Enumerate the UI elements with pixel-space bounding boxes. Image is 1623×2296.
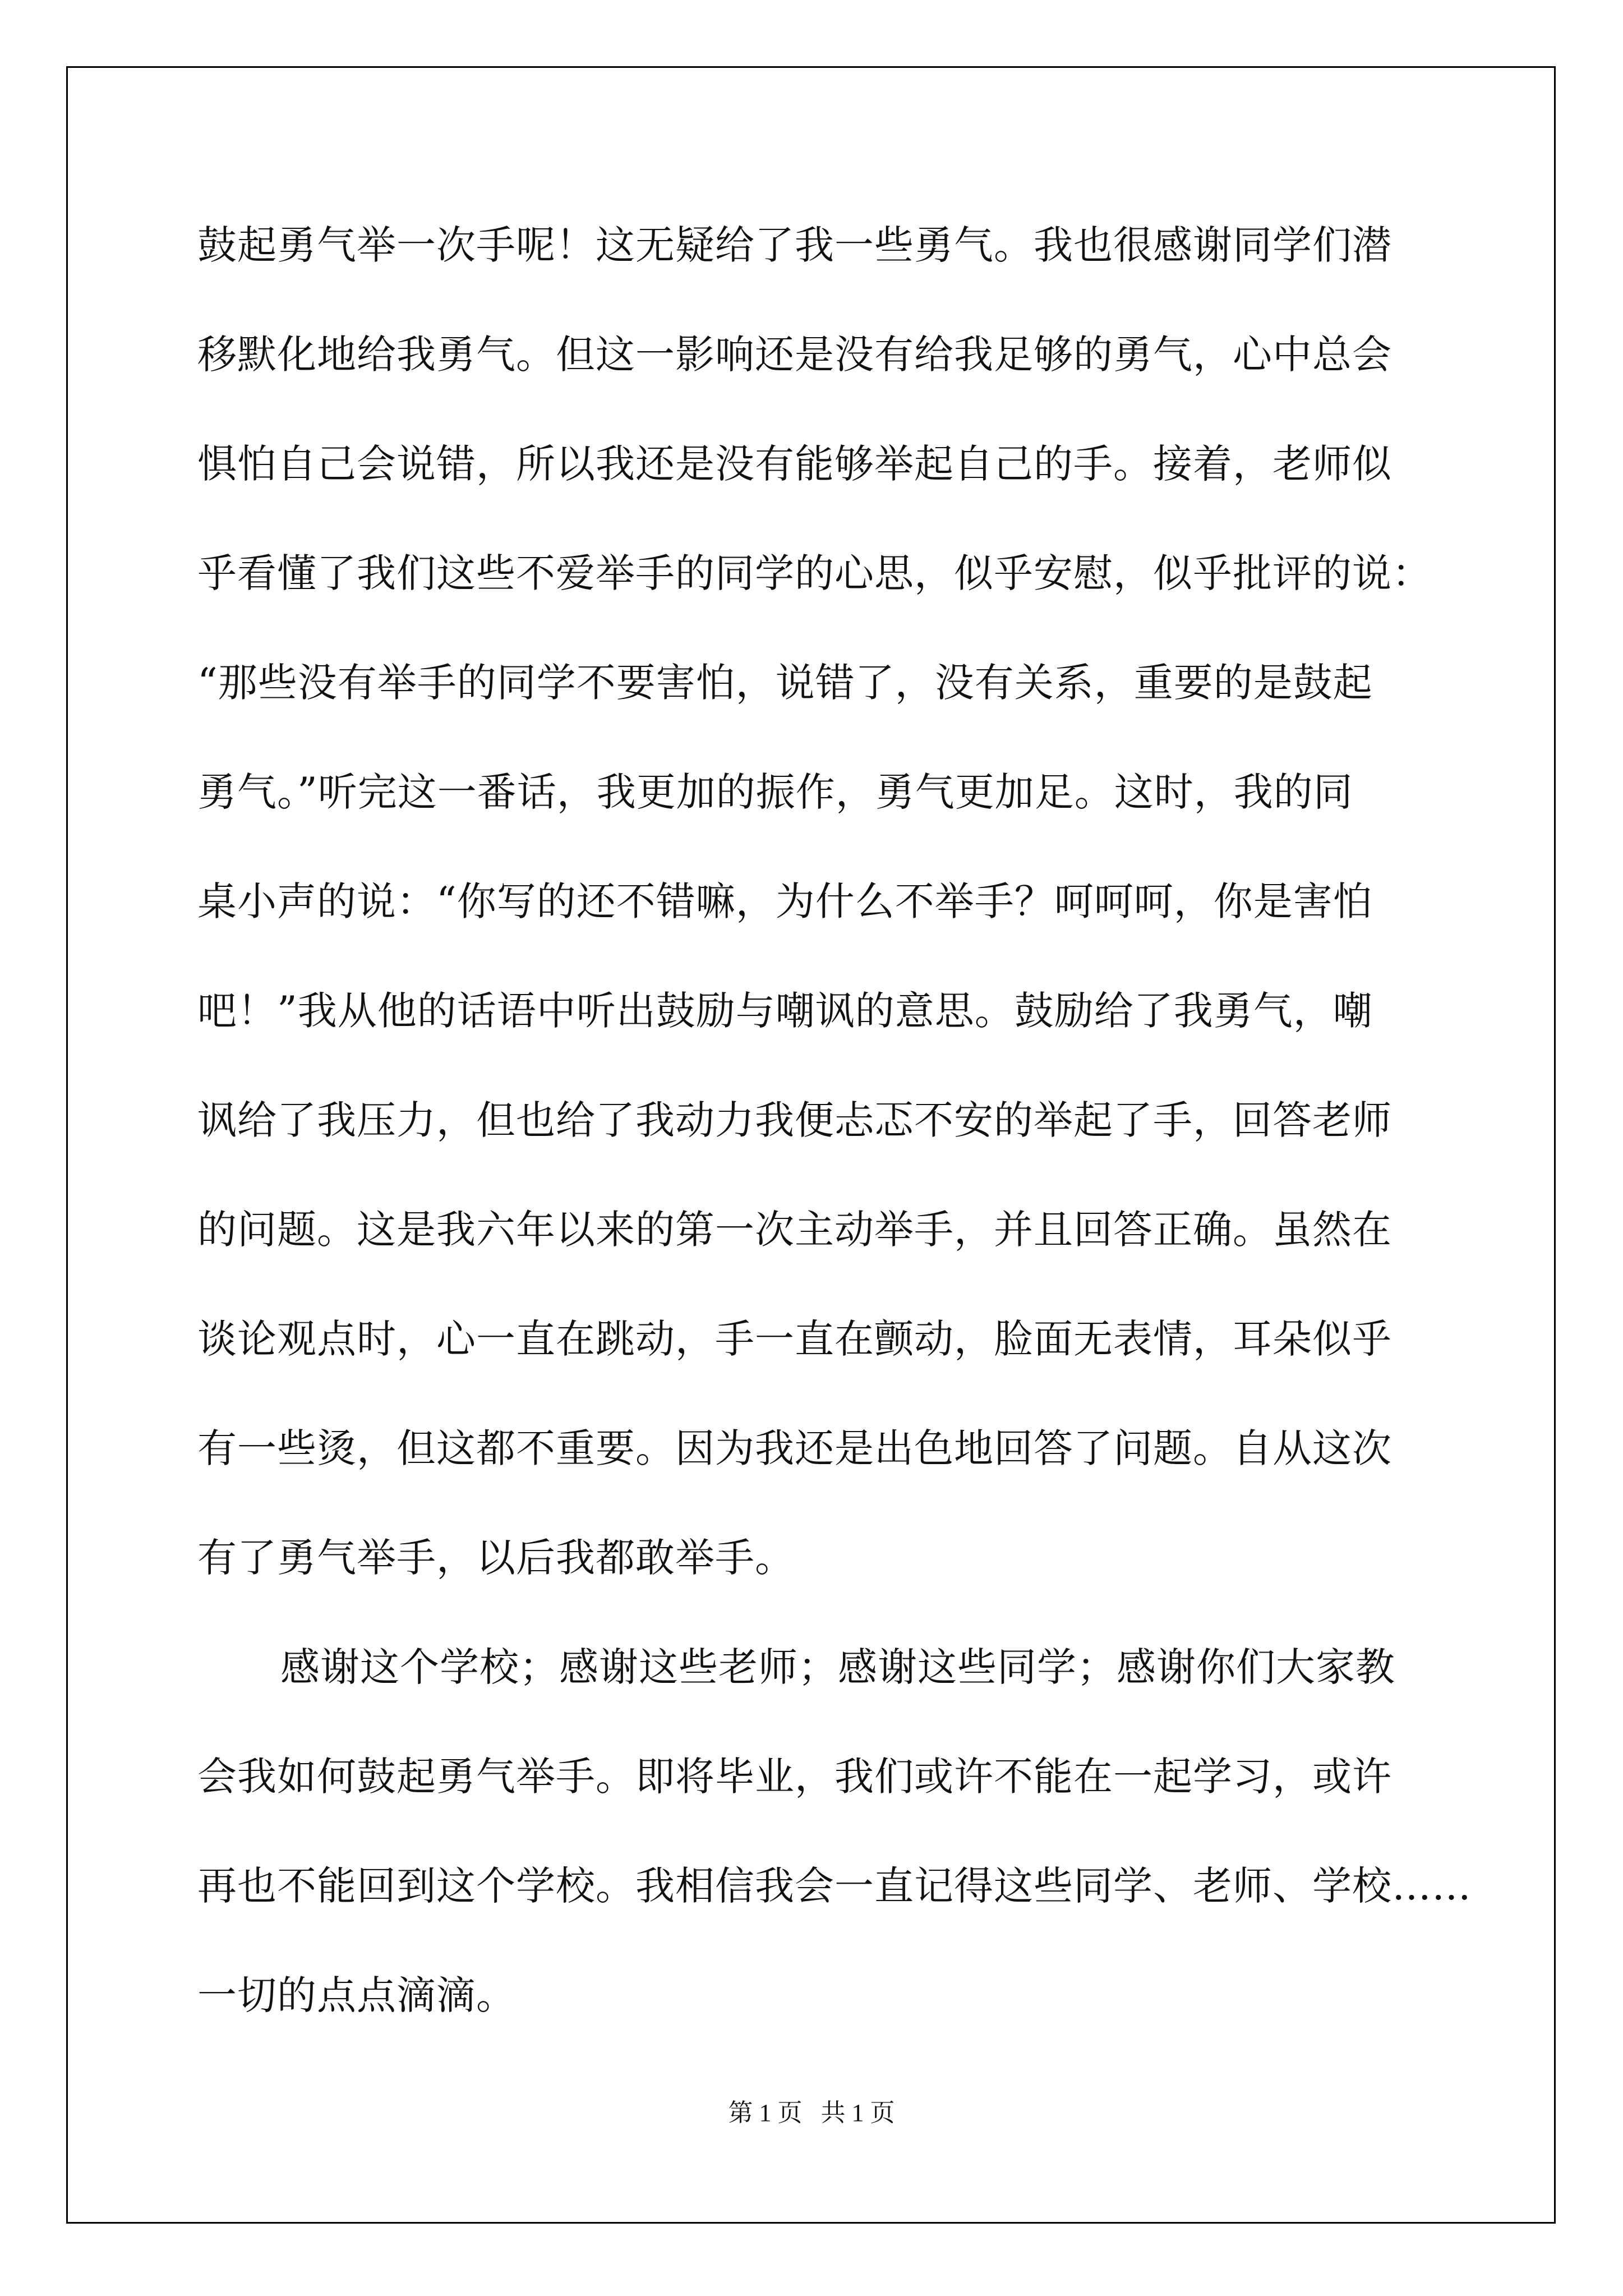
text-line: 惧怕自己会说错，所以我还是没有能够举起自己的手。接着，老师似 [197,441,1392,487]
text-line: 移默化地给我勇气。但这一影响还是没有给我足够的勇气，心中总会 [197,332,1392,378]
paragraph-1 [197,191,1448,1613]
text-line: 吧！”我从他的话语中听出鼓励与嘲讽的意思。鼓励给了我勇气，嘲 [197,988,1373,1034]
text-line: 谈论观点时，心一直在跳动，手一直在颤动，脸面无表情，耳朵似乎 [197,1316,1392,1362]
text-line: 鼓起勇气举一次手呢！这无疑给了我一些勇气。我也很感谢同学们潜 [197,222,1392,268]
page-number: 第 1 页 [728,2099,803,2127]
text-line: 感谢这个学校；感谢这些老师；感谢这些同学；感谢你们大家教 [280,1644,1395,1690]
text-line: 再也不能回到这个学校。我相信我会一直记得这些同学、老师、学校…… [197,1863,1472,1909]
paragraph-2 [197,1613,1472,2050]
page-footer [0,2092,1623,2128]
text-line: 讽给了我压力，但也给了我动力我便忐忑不安的举起了手，回答老师 [197,1097,1392,1143]
text-line: 勇气。”听完这一番话，我更加的振作，勇气更加足。这时，我的同 [197,769,1353,815]
text-line: 有一些烫，但这都不重要。因为我还是出色地回答了问题。自从这次 [197,1425,1392,1471]
text-line: “那些没有举手的同学不要害怕，说错了，没有关系，重要的是鼓起 [197,660,1373,706]
text-line: 桌小声的说：“你写的还不错嘛，为什么不举手？呵呵呵，你是害怕 [197,878,1373,924]
text-line: 一切的点点滴滴。 [197,1972,516,2018]
page-total: 共 1 页 [820,2099,895,2127]
text-line: 乎看懂了我们这些不爱举手的同学的心思，似乎安慰，似乎批评的说： [197,550,1432,596]
document-body [197,191,1472,2050]
text-line: 有了勇气举手，以后我都敢举手。 [197,1535,795,1581]
text-line: 的问题。这是我六年以来的第一次主动举手，并且回答正确。虽然在 [197,1207,1392,1253]
text-line: 会我如何鼓起勇气举手。即将毕业，我们或许不能在一起学习，或许 [197,1754,1392,1800]
